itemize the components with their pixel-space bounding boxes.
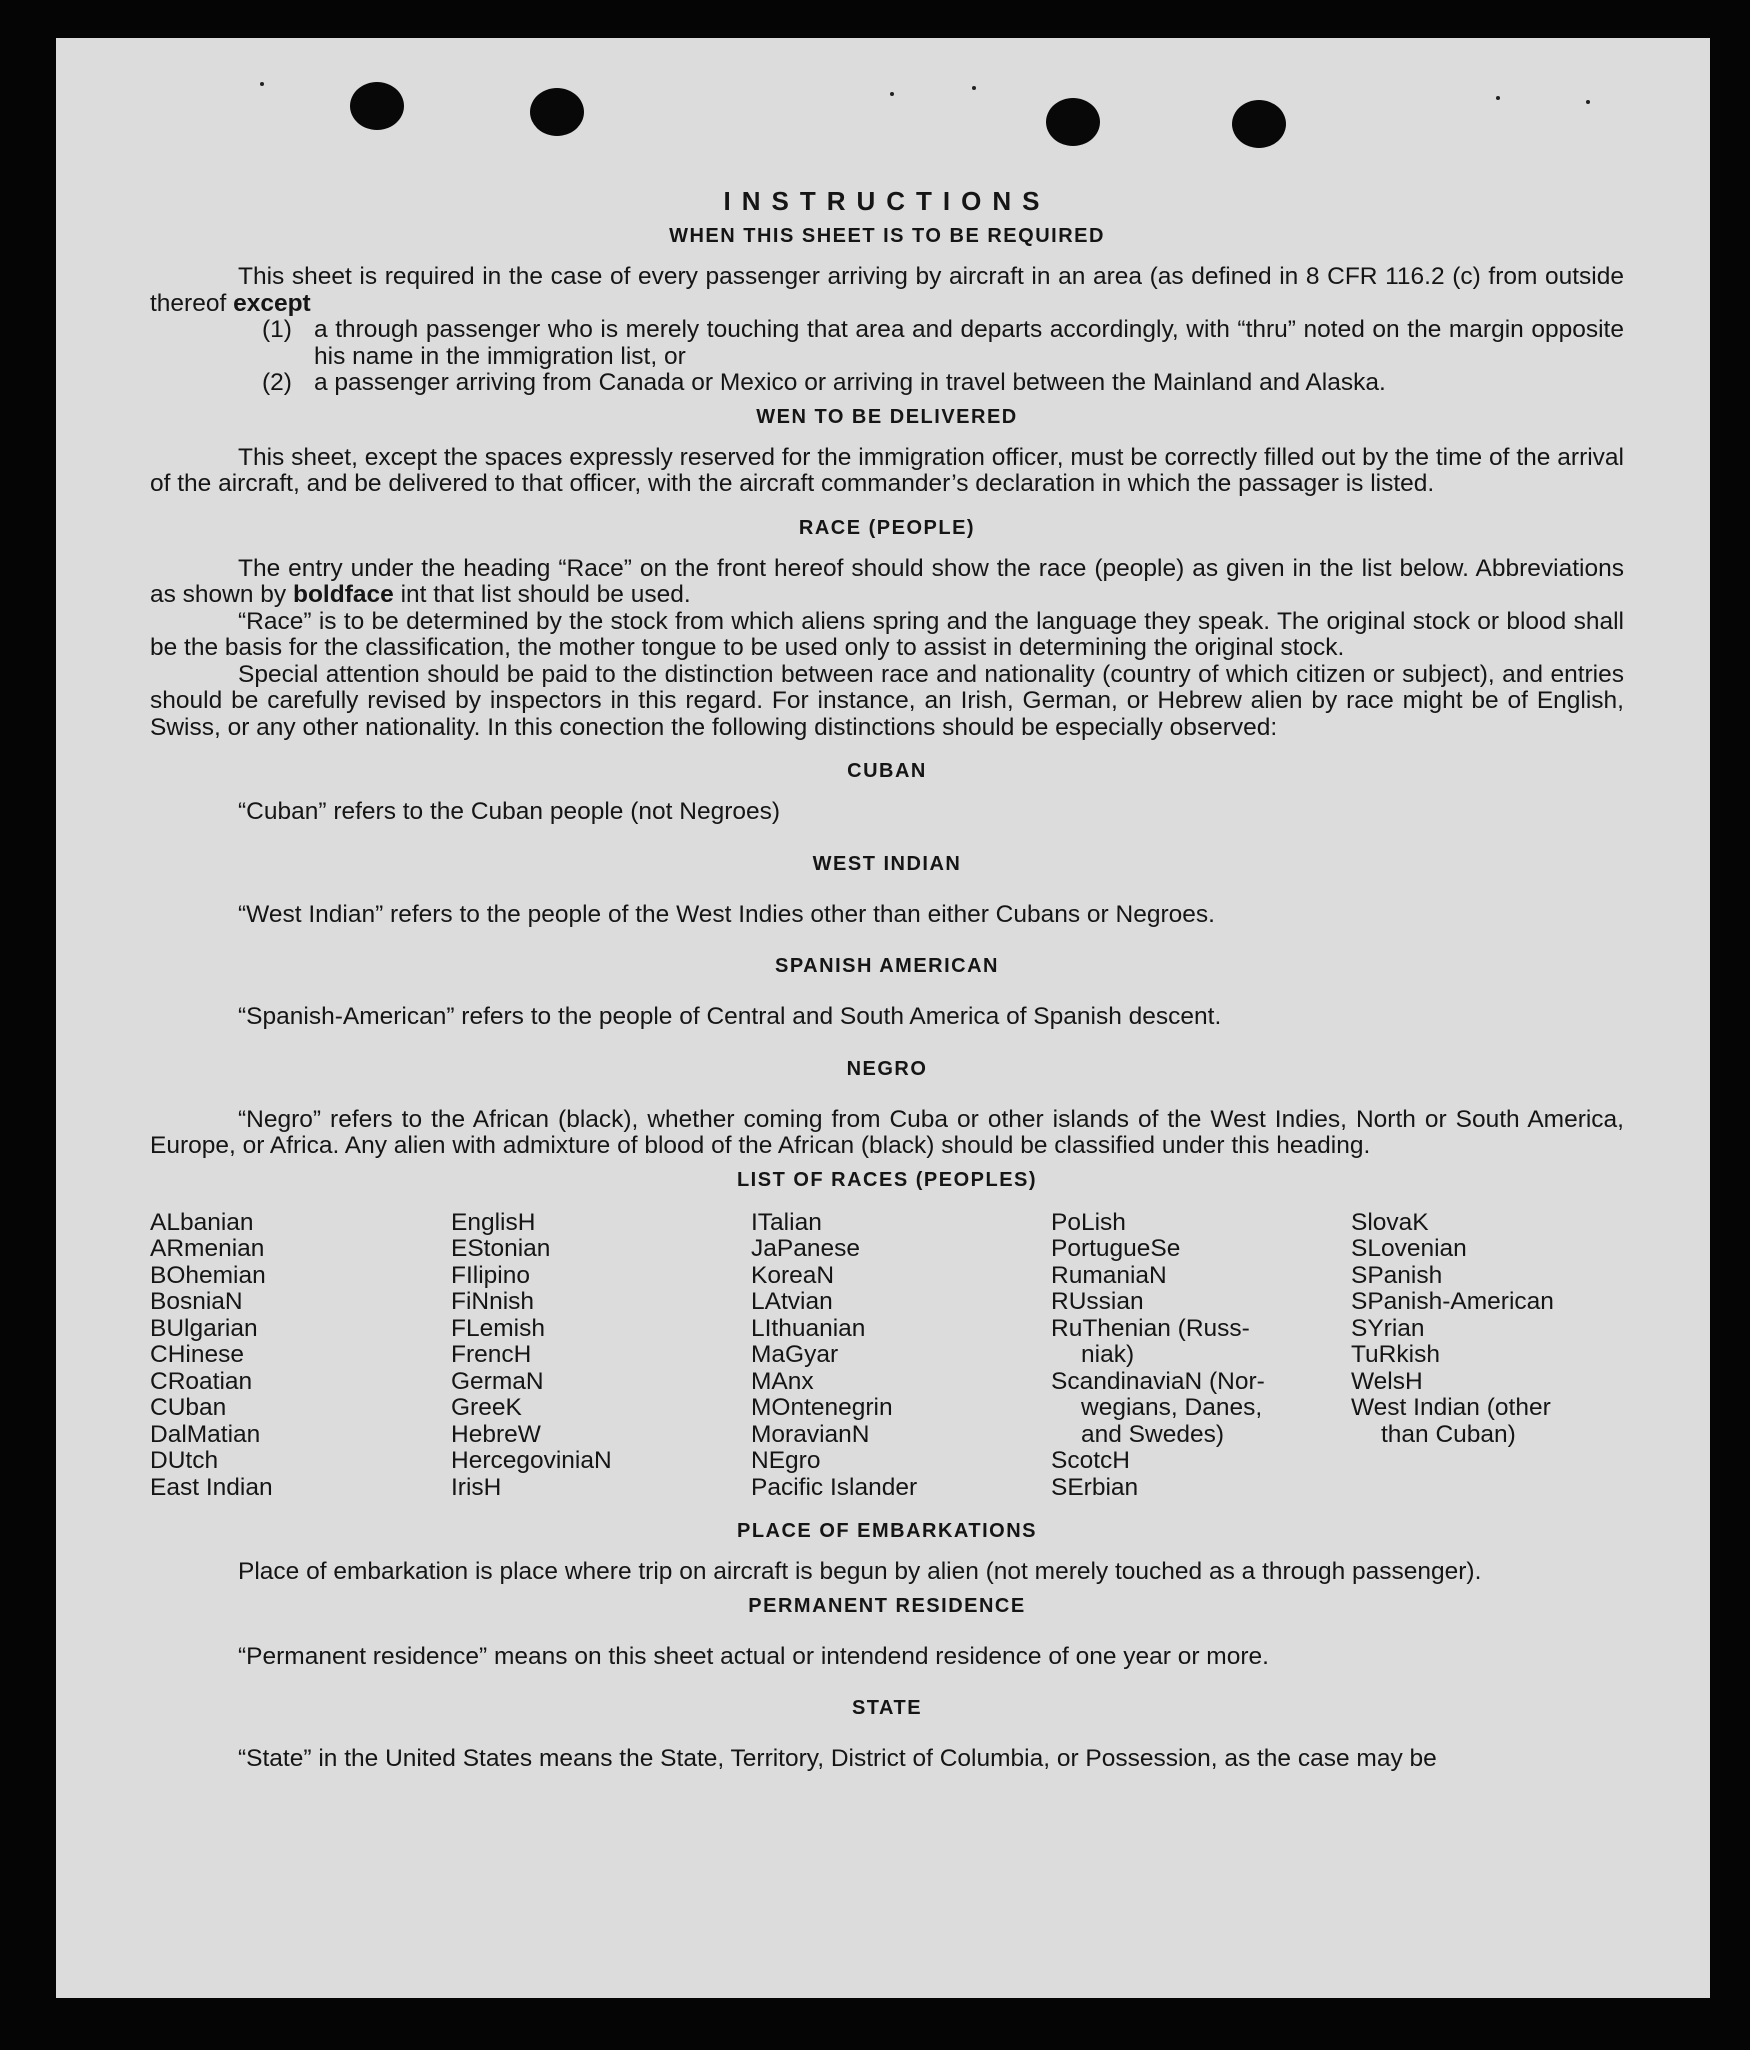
embarkation-text: Place of embarkation is place where trip on aircraft is begun by alien (not merely touched as a through passenger). [238,1558,1482,1585]
race-entry: FrencH [451,1341,532,1368]
race-entry: RUssian [1051,1288,1144,1315]
page-title: INSTRUCTIONS [723,186,1051,216]
speck [260,82,264,86]
race-column [150,1210,451,1502]
section-heading-state: STATE [851,1697,923,1719]
race-entry: MOntenegrin [751,1394,893,1421]
race-entry: East Indian [150,1473,273,1501]
race-entry-line: West Indian (other [1351,1394,1551,1421]
negro-text: “Negro” refers to the African (black), whether coming from Cuba or other islands of the West Indies, North or South America, Europe, or Africa. Any alien with admixture of blood of the African (black) should be classified under this heading. [150,1105,1624,1159]
race-entry: LAtvian [751,1288,833,1315]
race-column [1051,1210,1351,1502]
section-heading-list-of-races: LIST OF RACES (PEOPLES) [736,1168,1038,1191]
race-entry: CUban [150,1394,227,1421]
race-entry: SPanish [1351,1261,1443,1289]
race-entry [1051,1369,1351,1449]
section-heading-when-required: WHEN THIS SHEET IS TO BE REQUIRED [669,225,1105,247]
spanish-american-text: “Spanish-American” refers to the people of Central and South America of Spanish descent. [238,1003,1222,1030]
race-paragraph-3: Special attention should be paid to the distinction between race and nationality (country of which citizen or subject), and entries should be carefully revised by inspectors in this regard. For instance, an Irish, German, or Hebrew alien by race might be of English, Swiss, or any other nationality. In this conection the following distinctions should be especially observed: [150,660,1624,741]
race-entry: KoreaN [751,1261,835,1289]
race-entry: GermaN [451,1367,544,1395]
race-entry: CHinese [150,1341,244,1368]
race-entry: PortugueSe [1051,1235,1181,1262]
race-entry-line: RuThenian (Russ- [1051,1314,1250,1342]
race-entry: FIlipino [451,1261,530,1289]
race-entry: BosniaN [150,1288,243,1315]
race-p1-text-b: int that list should be used. [400,581,691,608]
race-entry: WelsH [1351,1367,1423,1395]
race-entry: SErbian [1051,1473,1139,1501]
race-entry [1051,1316,1351,1369]
list-item-text: a passenger arriving from Canada or Mexico or arriving in travel between the Mainland and Alaska. [314,369,1386,396]
race-entry: RumaniaN [1051,1261,1167,1289]
instructions-content [150,186,1624,1773]
section-heading-west-indian: WEST INDIAN [812,852,962,875]
document-page [56,38,1710,1998]
race-entry: MoravianN [751,1420,870,1448]
race-entry: JaPanese [751,1235,860,1262]
speck [972,86,976,90]
race-entry: DalMatian [150,1420,261,1448]
race-entry: SLovenian [1351,1235,1467,1262]
race-entry: SlovaK [1351,1208,1429,1236]
race-entry: NEgro [751,1447,821,1474]
permanent-residence-text: “Permanent residence” means on this sheet actual or intendend residence of one year or more. [238,1642,1269,1670]
when-required-except: except [233,289,311,317]
race-entry: MaGyar [751,1341,839,1368]
race-column [1351,1210,1611,1502]
race-entry: BUlgarian [150,1314,258,1342]
race-entry: SPanish-American [1351,1288,1554,1315]
race-column [451,1210,751,1502]
list-item [262,370,1624,397]
state-text: “State” in the United States means the State, Territory, District of Columbia, or Possession, as the case may be [238,1745,1437,1772]
race-entry: HercegoviniaN [451,1447,612,1474]
speck [890,92,894,96]
race-entry: ARmenian [150,1235,265,1262]
list-item-text: a through passenger who is merely touching that area and departs accordingly, with “thru” noted on the margin opposite his name in the immigration list, or [314,316,1624,370]
list-item-number: (2) [262,369,292,396]
race-p1-boldface: boldface [293,581,394,608]
race-column [751,1210,1051,1502]
race-entry: LIthuanian [751,1314,866,1342]
section-heading-permanent-residence: PERMANENT RESIDENCE [748,1594,1026,1617]
punch-hole [1046,98,1100,146]
race-entry: FLemish [451,1314,545,1342]
section-heading-race: RACE (PEOPLE) [798,516,976,539]
race-paragraph-1 [150,556,1624,609]
race-entry-continuation: niak) [1081,1341,1135,1368]
section-heading-embarkation: PLACE OF EMBARKATIONS [736,1520,1037,1542]
race-entry: FiNnish [451,1288,535,1315]
race-entry-continuation: than Cuban) [1381,1420,1516,1448]
race-entry: PoLish [1051,1208,1126,1236]
race-entry: GreeK [451,1394,522,1421]
section-heading-spanish-american: SPANISH AMERICAN [774,955,999,977]
race-entry: SYrian [1351,1314,1425,1342]
race-entry: ScotcH [1051,1447,1130,1474]
west-indian-text: “West Indian” refers to the people of the West Indies other than either Cubans or Negroes. [238,900,1215,928]
race-entry-continuation: and Swedes) [1081,1420,1225,1448]
list-item-number: (1) [262,316,292,343]
section-heading-cuban: CUBAN [847,760,927,782]
race-entry: EStonian [451,1235,551,1262]
race-entry: BOhemian [150,1261,266,1289]
cuban-text: “Cuban” refers to the Cuban people (not Negroes) [238,798,781,825]
race-entry: ITalian [751,1208,822,1236]
race-entry: MAnx [751,1367,814,1395]
race-paragraph-2: “Race” is to be determined by the stock from which aliens spring and the language they speak. The original stock or blood shall be the basis for the classification, the mother tongue to be used only to assist in determining the original stock. [150,607,1624,661]
speck [1586,100,1590,104]
speck [1496,96,1500,100]
race-entry-continuation: wegians, Danes, [1081,1394,1263,1421]
race-entry: EnglisH [451,1208,536,1236]
section-heading-negro: NEGRO [846,1057,928,1080]
race-entry [1351,1395,1611,1448]
section-heading-when-delivered: WEN TO BE DELIVERED [756,405,1018,428]
punch-hole [1232,100,1286,148]
race-p1-text-a: The entry under the heading “Race” on the front hereof should show the race (people) as given in the list below. Abbreviations as shown by [150,554,1624,608]
race-entry: DUtch [150,1447,219,1474]
race-entry: IrisH [451,1473,502,1501]
race-entry: TuRkish [1351,1341,1440,1368]
punch-hole [530,88,584,136]
race-entry: HebreW [451,1420,541,1448]
race-list [150,1210,1624,1502]
race-entry: ALbanian [150,1208,254,1236]
list-item [262,317,1624,370]
when-required-intro [150,264,1624,317]
race-entry: CRoatian [150,1367,253,1395]
when-required-intro-text: This sheet is required in the case of every passenger arriving by aircraft in an area (as defined in 8 CFR 116.2 (c) from outside thereof [150,263,1624,317]
punch-hole [350,82,404,130]
race-entry-line: ScandinaviaN (Nor- [1051,1367,1265,1395]
when-delivered-text: This sheet, except the spaces expressly reserved for the immigration officer, must be correctly filled out by the time of the arrival of the aircraft, and be delivered to that officer, with the aircraft commander’s declaration in which the passager is listed. [150,443,1624,497]
race-entry: Pacific Islander [751,1473,918,1501]
